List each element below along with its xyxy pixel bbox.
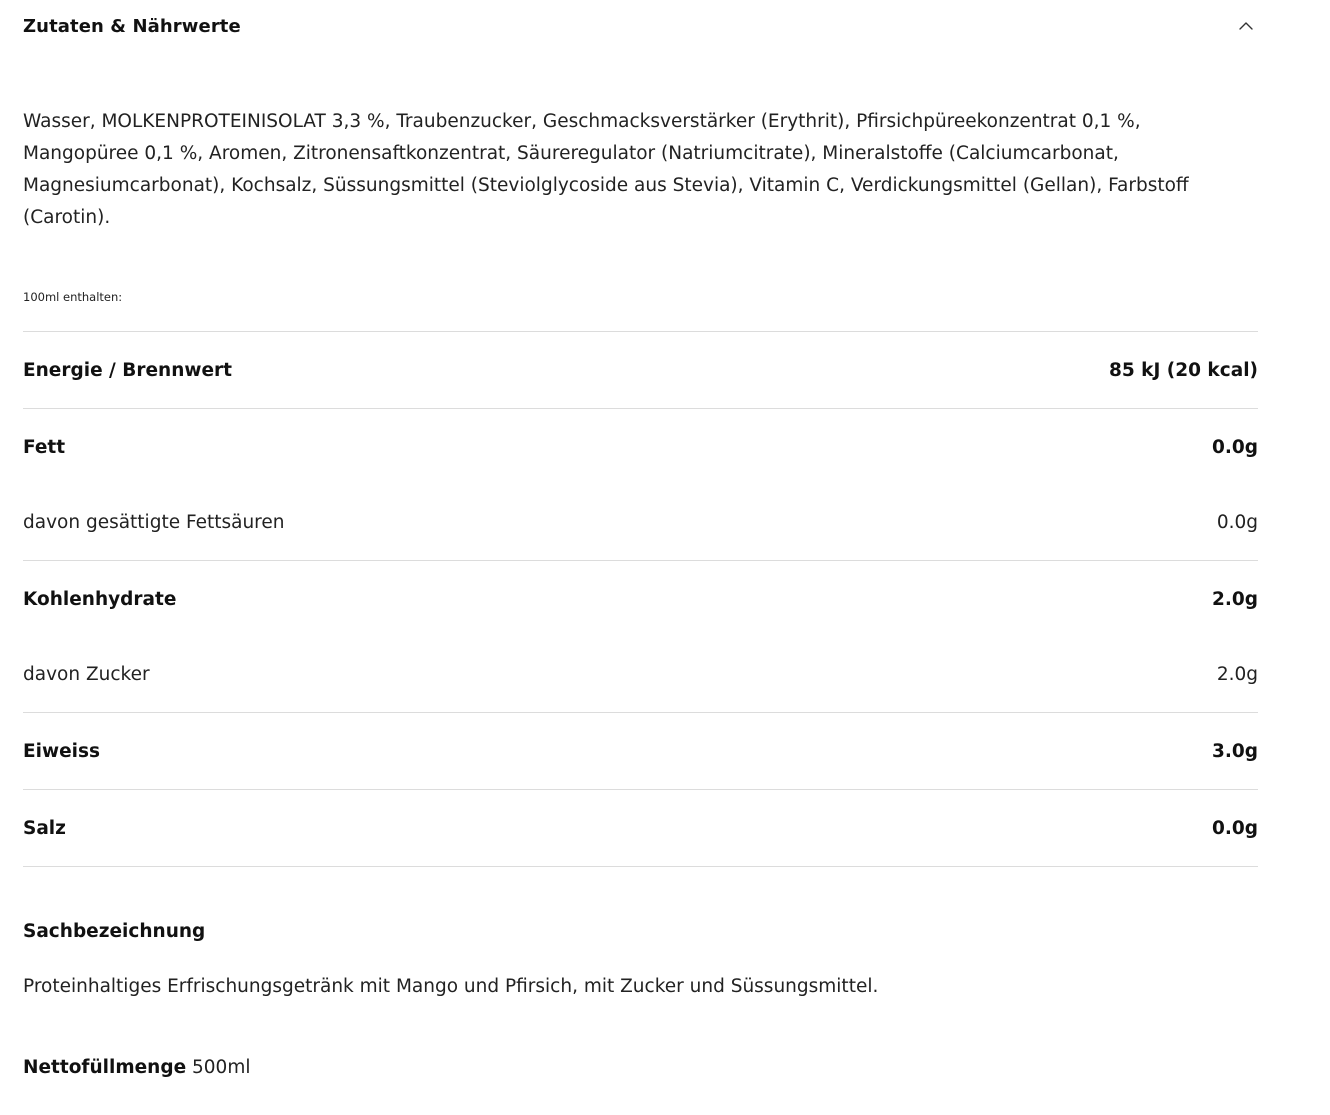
nutrition-value: 2.0g	[1216, 664, 1258, 685]
nutrition-row-saturated-fat	[23, 485, 1258, 560]
nutrition-value: 0.0g	[1211, 436, 1258, 458]
nutrition-row-protein	[23, 713, 1258, 789]
designation-text: Proteinhaltiges Erfrischungsgetränk mit Mango und Pfirsich, mit Zucker und Süssungsmittel.	[23, 976, 879, 997]
divider	[23, 866, 1258, 867]
nutrition-label: Eiweiss	[23, 740, 100, 762]
nutrition-row-carbohydrates	[23, 561, 1258, 637]
ingredients-text: Wasser, MOLKENPROTEINISOLAT 3,3 %, Traubenzucker, Geschmacksverstärker (Erythrit), Pfirsichpüreekonzentrat 0,1 %, Mangopüree 0,1 %, Aromen, Zitronensaftkonzentrat, Säureregulator (Natriumcitrate), Mineralstoffe (Calciumcarbonat, Magnesiumcarbonat), Kochsalz, Süssungsmittel (Steviolglycoside aus Stevia), Vitamin C, Verdickungsmittel (Gellan), Farbstoff (Carotin).	[23, 111, 1189, 228]
net-quantity-label: Nettofüllmenge	[23, 1057, 187, 1078]
nutrition-row-energy	[23, 332, 1258, 408]
nutrition-label: Kohlenhydrate	[23, 588, 177, 610]
chevron-up-icon[interactable]	[1236, 16, 1256, 36]
nutrition-per-label: 100ml enthalten:	[23, 290, 123, 304]
nutrition-table	[23, 331, 1258, 867]
accordion-title: Zutaten & Nährwerte	[23, 15, 241, 37]
nutrition-value: 2.0g	[1211, 588, 1258, 610]
nutrition-label: Energie / Brennwert	[23, 359, 232, 381]
nutrition-value: 85 kJ (20 kcal)	[1108, 359, 1258, 381]
designation-title: Sachbezeichnung	[23, 921, 206, 942]
net-quantity-value: 500ml	[192, 1057, 251, 1078]
nutrition-label: davon gesättigte Fettsäuren	[23, 512, 285, 533]
nutrition-value: 3.0g	[1211, 740, 1258, 762]
net-quantity	[23, 1057, 251, 1078]
nutrition-value: 0.0g	[1216, 512, 1258, 533]
accordion-header[interactable]	[23, 0, 1258, 52]
nutrition-row-sugar	[23, 637, 1258, 712]
nutrition-row-fat	[23, 409, 1258, 485]
nutrition-label: davon Zucker	[23, 664, 150, 685]
nutrition-label: Salz	[23, 817, 66, 839]
nutrition-label: Fett	[23, 436, 66, 458]
nutrition-value: 0.0g	[1211, 817, 1258, 839]
nutrition-row-salt	[23, 790, 1258, 866]
